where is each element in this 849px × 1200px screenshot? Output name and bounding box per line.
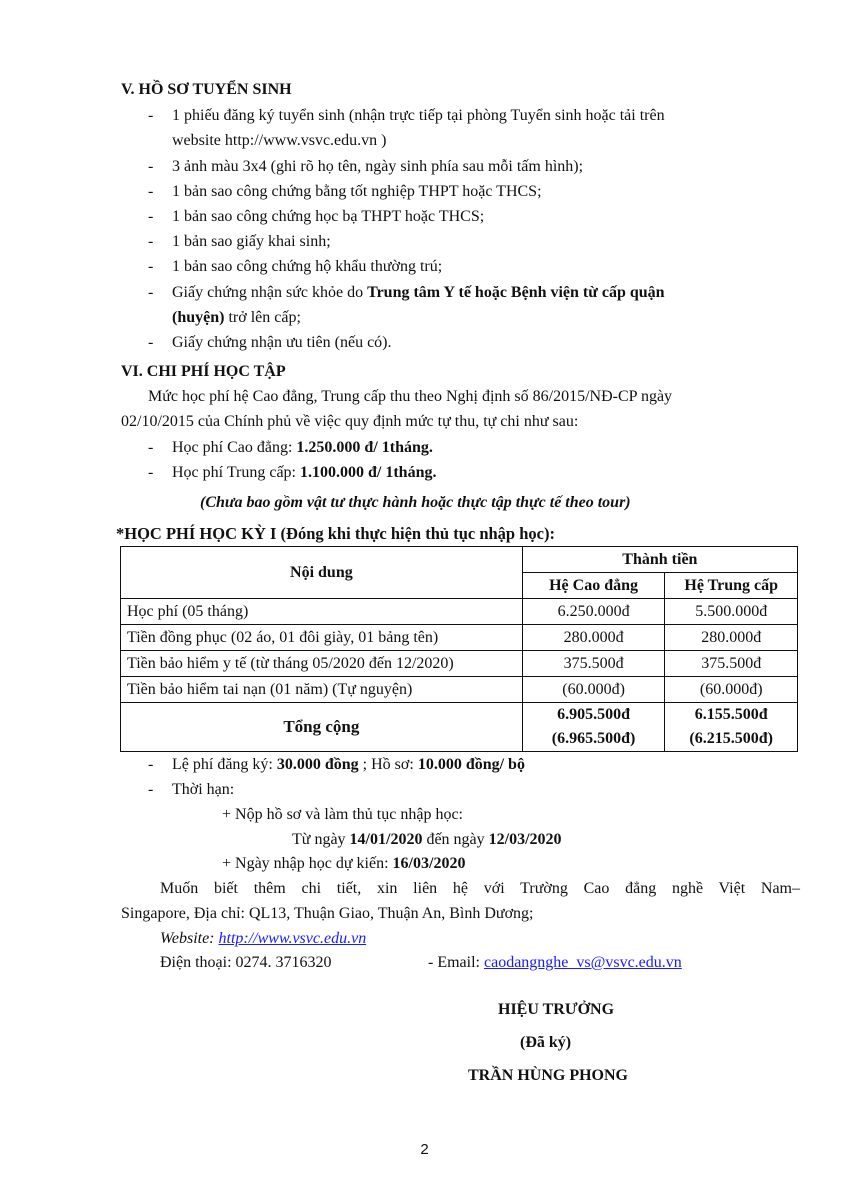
row-label: Tiền bảo hiểm y tế (từ tháng 05/2020 đến 12/2020) — [121, 651, 523, 677]
health-suffix: trở lên cấp; — [224, 309, 301, 326]
phone: Điện thoại: 0274. 3716320 — [160, 954, 332, 971]
reg-sep: ; Hồ sơ: — [358, 756, 418, 773]
section-6-heading: VI. CHI PHÍ HỌC TẬP — [121, 363, 286, 380]
bullet-dash: - — [148, 107, 154, 124]
bullet-dash: - — [148, 258, 154, 275]
table-header-amount: Thành tiền — [522, 547, 797, 573]
bullet-dash: - — [148, 233, 154, 250]
reg-value: 30.000 đồng — [276, 756, 359, 773]
from-label: Từ ngày — [292, 831, 350, 848]
total-college-2: (6.965.500đ) — [551, 730, 636, 747]
table-header-intermediate: Hệ Trung cấp — [665, 573, 798, 599]
row-intermediate: 5.500.000đ — [665, 599, 798, 625]
list-item-health-continued — [172, 306, 301, 330]
bullet-dash: - — [148, 158, 154, 175]
website-label: Website: — [160, 930, 219, 947]
website-link[interactable]: http://www.vsvc.edu.vn — [218, 930, 367, 947]
row-college: 375.500đ — [522, 651, 665, 677]
page-number: 2 — [420, 1141, 429, 1158]
health-bold: Trung tâm Y tế hoặc Bệnh viện từ cấp quận — [367, 284, 665, 301]
list-item: 1 bản sao giấy khai sinh; — [172, 233, 331, 250]
contact-line-1: Muốn biết thêm chi tiết, xin liên hệ với Trường Cao đẳng nghề Việt Nam– — [160, 880, 800, 897]
table-total-row — [121, 703, 798, 752]
health-prefix: Giấy chứng nhận sức khỏe do — [172, 284, 368, 301]
fee-college-label: Học phí Cao đẳng: — [172, 439, 297, 456]
bullet-dash: - — [148, 781, 154, 798]
row-intermediate: 280.000đ — [665, 625, 798, 651]
total-college-1: 6.905.500đ — [557, 706, 631, 723]
website-line — [160, 927, 366, 951]
registration-fee — [172, 753, 525, 777]
table-row — [121, 625, 798, 651]
email-line — [428, 951, 682, 975]
bullet-dash: - — [148, 439, 154, 456]
fee-college — [172, 436, 433, 460]
signature-title: HIỆU TRƯỞNG — [498, 1001, 615, 1018]
signature-name: TRẦN HÙNG PHONG — [468, 1067, 628, 1084]
contact-line-2: Singapore, Địa chỉ: QL13, Thuận Giao, Thuận An, Bình Dương; — [121, 905, 534, 922]
fee-intermediate — [172, 461, 436, 485]
row-intermediate: (60.000đ) — [665, 677, 798, 703]
total-intermediate-1: 6.155.500đ — [694, 706, 768, 723]
list-item-continued: website http://www.vsvc.edu.vn ) — [172, 132, 387, 149]
section-5-heading: V. HỒ SƠ TUYỂN SINH — [121, 81, 292, 98]
row-label: Tiền bảo hiểm tai nạn (01 năm) (Tự nguyện) — [121, 677, 523, 703]
list-item: 1 bản sao công chứng bằng tốt nghiệp THPT hoặc THCS; — [172, 183, 542, 200]
start-label: + Ngày nhập học dự kiến: — [222, 855, 393, 872]
table-row — [121, 677, 798, 703]
total-college — [522, 703, 665, 752]
list-item-health — [172, 281, 665, 305]
table-row — [121, 599, 798, 625]
email-label: - Email: — [428, 954, 484, 971]
start-date: 16/03/2020 — [392, 855, 466, 872]
row-intermediate: 375.500đ — [665, 651, 798, 677]
table-row — [121, 651, 798, 677]
to-label: đến ngày — [422, 831, 489, 848]
intro-line-2: 02/10/2015 của Chính phủ về việc quy định mức tự thu, tự chi như sau: — [121, 413, 579, 430]
list-item: 1 phiếu đăng ký tuyển sinh (nhận trực tiếp tại phòng Tuyển sinh hoặc tải trên — [172, 107, 665, 124]
email-link[interactable]: caodangnghe_vs@vsvc.edu.vn — [483, 954, 682, 971]
fee-college-value: 1.250.000 đ/ 1tháng. — [296, 439, 433, 456]
bullet-dash: - — [148, 208, 154, 225]
total-intermediate — [665, 703, 798, 752]
total-label: Tổng cộng — [121, 703, 523, 752]
table-header-college: Hệ Cao đẳng — [522, 573, 665, 599]
fee-intermediate-value: 1.100.000 đ/ 1tháng. — [300, 464, 437, 481]
bullet-dash: - — [148, 334, 154, 351]
list-item: 1 bản sao công chứng học bạ THPT hoặc THCS; — [172, 208, 485, 225]
list-item: Giấy chứng nhận ưu tiên (nếu có). — [172, 334, 392, 351]
deadline: Thời hạn: — [172, 781, 235, 798]
row-college: 280.000đ — [522, 625, 665, 651]
bullet-dash: - — [148, 756, 154, 773]
start-line — [222, 852, 465, 876]
bullet-dash: - — [148, 464, 154, 481]
date-range — [292, 828, 562, 852]
submit-line: + Nộp hồ sơ và làm thủ tục nhập học: — [222, 806, 463, 823]
fee-note: (Chưa bao gồm vật tư thực hành hoặc thực tập thực tế theo tour) — [200, 494, 631, 511]
semester-title: *HỌC PHÍ HỌC KỲ I (Đóng khi thực hiện thủ tục nhập học): — [116, 524, 555, 543]
from-date: 14/01/2020 — [349, 831, 423, 848]
total-intermediate-2: (6.215.500đ) — [689, 730, 773, 747]
signature-signed: (Đã ký) — [520, 1034, 572, 1051]
fee-intermediate-label: Học phí Trung cấp: — [172, 464, 300, 481]
table-header-content: Nội dung — [121, 547, 523, 599]
list-item: 1 bản sao công chứng hộ khẩu thường trú; — [172, 258, 443, 275]
row-label: Học phí (05 tháng) — [121, 599, 523, 625]
health-bold-2: (huyện) — [172, 309, 225, 326]
row-college: 6.250.000đ — [522, 599, 665, 625]
list-item: 3 ảnh màu 3x4 (ghi rõ họ tên, ngày sinh phía sau mỗi tấm hình); — [172, 158, 584, 175]
bullet-dash: - — [148, 183, 154, 200]
row-college: (60.000đ) — [522, 677, 665, 703]
reg-label: Lệ phí đăng ký: — [172, 756, 277, 773]
fee-table — [120, 546, 798, 752]
row-label: Tiền đồng phục (02 áo, 01 đôi giày, 01 bảng tên) — [121, 625, 523, 651]
bullet-dash: - — [148, 284, 154, 301]
to-date: 12/03/2020 — [488, 831, 562, 848]
intro-line-1: Mức học phí hệ Cao đẳng, Trung cấp thu theo Nghị định số 86/2015/NĐ-CP ngày — [148, 388, 673, 405]
file-value: 10.000 đồng/ bộ — [417, 756, 525, 773]
